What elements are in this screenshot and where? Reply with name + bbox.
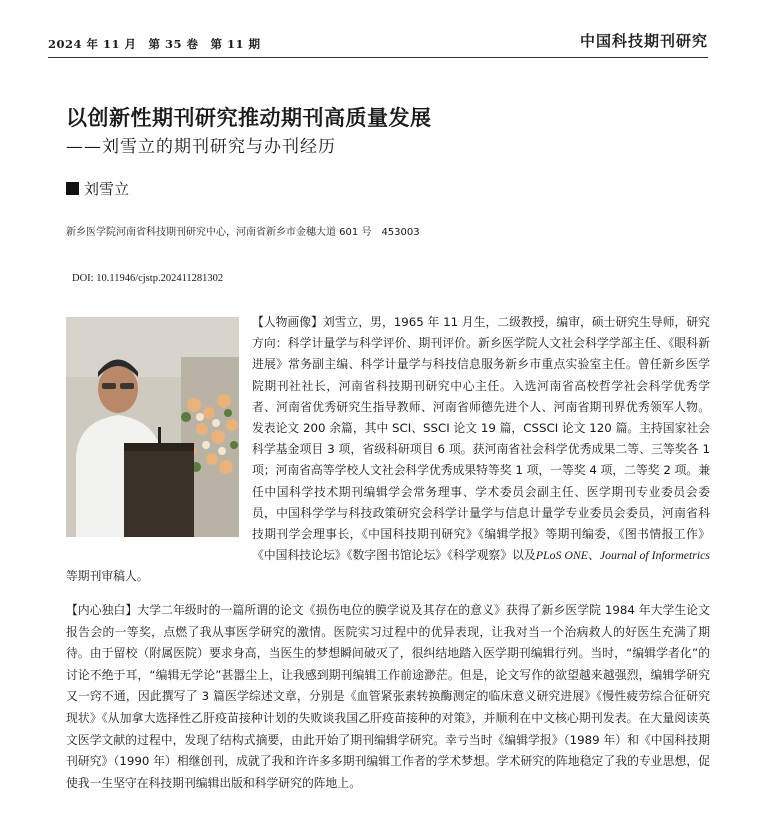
- monologue-text: 大学二年级时的一篇所谓的论文《损伤电位的膜学说及其存在的意义》获得了新乡医学院 1984 年大学生论文报告会的一等奖，点燃了我从事医学研究的激情。医院实习过程中的优异表现，让我对当一个治病救人的好医生充满了期待。由于留校（附属医院）要求身高，当医生的梦想瞬间破灭了，很纠结地踏入医学期刊编辑行列。当时，“编辑学者化”的讨论不绝于耳，“编辑无学论”甚嚣尘上，让我感到期刊编辑工作前途渺茫。但是，论文写作的欲望越来越强烈，编辑学研究又一窍不通，因此撰写了 3 篇医学综述文章，分别是《血管紧张素转换酶测定的临床意义研究进展》《慢性疲劳综合征研究现状》《从加拿大选择性乙肝疫苗接种计划的失败谈我国乙肝疫苗接种的对策》，并顺利在中文核心期刊发表。在大量阅读英文医学文献的过程中，发现了结构式摘要，由此开始了期刊编辑学研究。幸亏当时《编辑学报》（1989 年）和《中国科技期刊研究》（1990 年）相继创刊，成就了我和许许多多期刊编辑工作者的学术梦想。学术研究的阵地稳定了我的专业思想，促使我一生坚守在科技期刊编辑出版和科学研究的阵地上。: [66, 603, 710, 790]
- bio-text: 刘雪立，男，1965 年 11 月生，二级教授，编审，硕士研究生导师，研究方向：科学计量学与科学评价、期刊评价。新乡医学院人文社会科学学部主任、《眼科新进展》常务副主编、科学计量学与科技信息服务新乡市重点实验室主任。曾任新乡医学院期刊社社长，河南省科技期刊研究中心主任。入选河南省高校哲学社会科学优秀学者、河南省优秀研究生指导教师、河南省师德先进个人、河南省期刊界优秀领军人物。发表论文 200 余篇，其中 SCI、SSCI 论文 19 篇，CSSCI 论文 120 篇。主持国家社会科学基金项目 3 项，省级科研项目 6 项。获河南省社会科学优秀成果二等、三等奖各 1 项；河南省高等学校人文社会科学优秀成果特等奖 1 项，一等奖 4 项，二等奖 2 项。兼任中国科学技术期刊编辑学会常务理事、学术委员会副主任、医学期刊专业委员会委员，中国科学学与科技政策研究会科学计量学与信息计量学专业委员会委员，河南省科技期刊学会理事长，《中国科技期刊研究》《编辑学报》等期刊编委，《图书情报工作》《中国科技论坛》《数字图书馆论坛》《科学观察》以及: [252, 315, 710, 563]
- bio-separator: 、: [587, 548, 600, 563]
- author-line: [66, 178, 129, 199]
- journal-plos: PLoS ONE: [535, 548, 588, 563]
- bio-text-end: 等期刊审稿人。: [66, 569, 149, 584]
- bio-paragraph: [66, 312, 710, 588]
- article-subtitle: ——刘雪立的期刊研究与办刊经历: [66, 137, 336, 157]
- photo-float-space: [66, 312, 252, 547]
- header-rule: [48, 57, 708, 58]
- square-bullet-icon: [66, 182, 79, 195]
- issue-info: 2024 年 11 月 第 35 卷 第 11 期: [48, 37, 261, 51]
- journal-logo: 中国科技期刊研究: [579, 32, 708, 50]
- doi: DOI: 10.11946/cjstp.202411281302: [72, 273, 224, 284]
- author-name: 刘雪立: [84, 180, 130, 198]
- journal-informetrics: Journal of Informetrics: [599, 548, 710, 563]
- monologue-paragraph: [66, 600, 710, 794]
- affiliation: 新乡医学院河南省科技期刊研究中心，河南省新乡市金穗大道 601 号 453003: [66, 227, 420, 238]
- article-title: 以创新性期刊研究推动期刊高质量发展: [66, 106, 432, 130]
- monologue-label: 【内心独白】: [66, 603, 138, 617]
- page-header: [48, 30, 708, 58]
- bio-label: 【人物画像】: [252, 315, 323, 329]
